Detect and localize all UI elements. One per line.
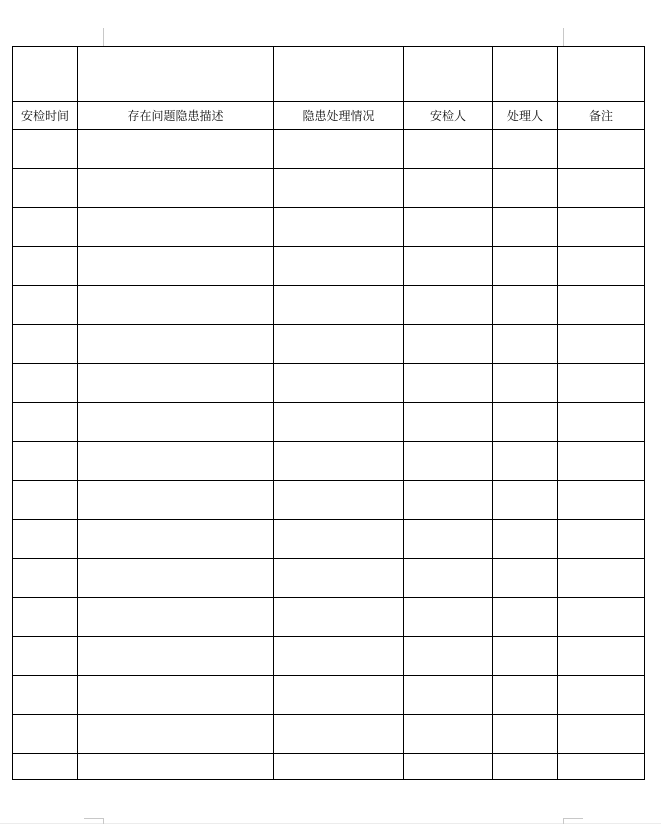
description-cell[interactable] <box>78 481 274 520</box>
remarks-cell[interactable] <box>558 325 645 364</box>
inspector-cell[interactable] <box>404 403 493 442</box>
description-cell[interactable] <box>78 130 274 169</box>
time-cell[interactable] <box>13 637 78 676</box>
inspector-cell[interactable] <box>404 286 493 325</box>
description-cell[interactable] <box>78 520 274 559</box>
time-cell[interactable] <box>13 715 78 754</box>
top-cell[interactable] <box>493 47 558 102</box>
table-row <box>13 442 645 481</box>
description-cell[interactable] <box>78 715 274 754</box>
table-row <box>13 481 645 520</box>
crop-mark-bottom-right <box>563 818 583 824</box>
handler-cell[interactable] <box>493 364 558 403</box>
remarks-cell[interactable] <box>558 754 645 780</box>
handling-cell[interactable] <box>274 130 404 169</box>
table-row <box>13 598 645 637</box>
handler-cell[interactable] <box>493 169 558 208</box>
time-cell[interactable] <box>13 247 78 286</box>
safety-inspection-table <box>12 46 645 780</box>
inspector-cell[interactable] <box>404 208 493 247</box>
handling-cell[interactable] <box>274 715 404 754</box>
time-cell[interactable] <box>13 481 78 520</box>
handling-cell[interactable] <box>274 325 404 364</box>
time-cell[interactable] <box>13 325 78 364</box>
handling-cell[interactable] <box>274 481 404 520</box>
time-cell[interactable] <box>13 754 78 780</box>
table-row <box>13 325 645 364</box>
description-cell[interactable] <box>78 364 274 403</box>
handler-cell[interactable] <box>493 598 558 637</box>
table-row <box>13 637 645 676</box>
table-row <box>13 403 645 442</box>
header-inspector: 安检人 <box>404 102 493 130</box>
table-row <box>13 676 645 715</box>
handler-cell[interactable] <box>493 754 558 780</box>
table-row <box>13 715 645 754</box>
header-hazard-description: 存在问题隐患描述 <box>78 102 274 130</box>
remarks-cell[interactable] <box>558 286 645 325</box>
table-row <box>13 559 645 598</box>
time-cell[interactable] <box>13 559 78 598</box>
remarks-cell[interactable] <box>558 208 645 247</box>
handling-cell[interactable] <box>274 754 404 780</box>
remarks-cell[interactable] <box>558 442 645 481</box>
description-cell[interactable] <box>78 559 274 598</box>
handler-cell[interactable] <box>493 403 558 442</box>
handler-cell[interactable] <box>493 715 558 754</box>
remarks-cell[interactable] <box>558 715 645 754</box>
remarks-cell[interactable] <box>558 637 645 676</box>
inspector-cell[interactable] <box>404 598 493 637</box>
description-cell[interactable] <box>78 598 274 637</box>
top-cell[interactable] <box>274 47 404 102</box>
handler-cell[interactable] <box>493 520 558 559</box>
handler-cell[interactable] <box>493 559 558 598</box>
inspector-cell[interactable] <box>404 715 493 754</box>
time-cell[interactable] <box>13 208 78 247</box>
remarks-cell[interactable] <box>558 481 645 520</box>
handler-cell[interactable] <box>493 442 558 481</box>
time-cell[interactable] <box>13 403 78 442</box>
crop-mark-bottom-left <box>84 818 104 824</box>
remarks-cell[interactable] <box>558 676 645 715</box>
table-row <box>13 247 645 286</box>
remarks-cell[interactable] <box>558 403 645 442</box>
table-row <box>13 286 645 325</box>
description-cell[interactable] <box>78 325 274 364</box>
description-cell[interactable] <box>78 247 274 286</box>
time-cell[interactable] <box>13 676 78 715</box>
remarks-cell[interactable] <box>558 520 645 559</box>
handler-cell[interactable] <box>493 208 558 247</box>
inspector-cell[interactable] <box>404 130 493 169</box>
inspector-cell[interactable] <box>404 637 493 676</box>
handler-cell[interactable] <box>493 637 558 676</box>
remarks-cell[interactable] <box>558 364 645 403</box>
table-header-row <box>13 102 645 130</box>
handler-cell[interactable] <box>493 286 558 325</box>
header-inspection-time: 安检时间 <box>13 102 78 130</box>
inspector-cell[interactable] <box>404 481 493 520</box>
handler-cell[interactable] <box>493 247 558 286</box>
time-cell[interactable] <box>13 442 78 481</box>
inspector-cell[interactable] <box>404 364 493 403</box>
handler-cell[interactable] <box>493 481 558 520</box>
handling-cell[interactable] <box>274 169 404 208</box>
handler-cell[interactable] <box>493 676 558 715</box>
table-row <box>13 130 645 169</box>
handling-cell[interactable] <box>274 208 404 247</box>
table-top-row <box>13 47 645 102</box>
remarks-cell[interactable] <box>558 169 645 208</box>
handling-cell[interactable] <box>274 364 404 403</box>
top-cell[interactable] <box>404 47 493 102</box>
header-hazard-handling: 隐患处理情况 <box>274 102 404 130</box>
time-cell[interactable] <box>13 130 78 169</box>
description-cell[interactable] <box>78 169 274 208</box>
description-cell[interactable] <box>78 637 274 676</box>
table-row <box>13 169 645 208</box>
table-row <box>13 520 645 559</box>
description-cell[interactable] <box>78 286 274 325</box>
inspector-cell[interactable] <box>404 325 493 364</box>
time-cell[interactable] <box>13 169 78 208</box>
description-cell[interactable] <box>78 208 274 247</box>
time-cell[interactable] <box>13 286 78 325</box>
handling-cell[interactable] <box>274 520 404 559</box>
inspector-cell[interactable] <box>404 247 493 286</box>
remarks-cell[interactable] <box>558 130 645 169</box>
inspector-cell[interactable] <box>404 442 493 481</box>
top-cell[interactable] <box>78 47 274 102</box>
header-handler: 处理人 <box>493 102 558 130</box>
inspector-cell[interactable] <box>404 676 493 715</box>
handling-cell[interactable] <box>274 442 404 481</box>
top-cell[interactable] <box>13 47 78 102</box>
handling-cell[interactable] <box>274 676 404 715</box>
inspector-cell[interactable] <box>404 520 493 559</box>
crop-mark-top-right <box>563 28 583 46</box>
handler-cell[interactable] <box>493 130 558 169</box>
inspector-cell[interactable] <box>404 169 493 208</box>
top-cell[interactable] <box>558 47 645 102</box>
remarks-cell[interactable] <box>558 559 645 598</box>
description-cell[interactable] <box>78 442 274 481</box>
table-row <box>13 754 645 780</box>
time-cell[interactable] <box>13 364 78 403</box>
table-row <box>13 364 645 403</box>
handling-cell[interactable] <box>274 403 404 442</box>
header-remarks: 备注 <box>558 102 645 130</box>
inspector-cell[interactable] <box>404 754 493 780</box>
handling-cell[interactable] <box>274 598 404 637</box>
handling-cell[interactable] <box>274 286 404 325</box>
description-cell[interactable] <box>78 676 274 715</box>
handling-cell[interactable] <box>274 637 404 676</box>
handling-cell[interactable] <box>274 559 404 598</box>
crop-mark-top-left <box>84 28 104 46</box>
remarks-cell[interactable] <box>558 598 645 637</box>
time-cell[interactable] <box>13 520 78 559</box>
description-cell[interactable] <box>78 403 274 442</box>
handler-cell[interactable] <box>493 325 558 364</box>
time-cell[interactable] <box>13 598 78 637</box>
table-row <box>13 208 645 247</box>
description-cell[interactable] <box>78 754 274 780</box>
handling-cell[interactable] <box>274 247 404 286</box>
remarks-cell[interactable] <box>558 247 645 286</box>
inspector-cell[interactable] <box>404 559 493 598</box>
